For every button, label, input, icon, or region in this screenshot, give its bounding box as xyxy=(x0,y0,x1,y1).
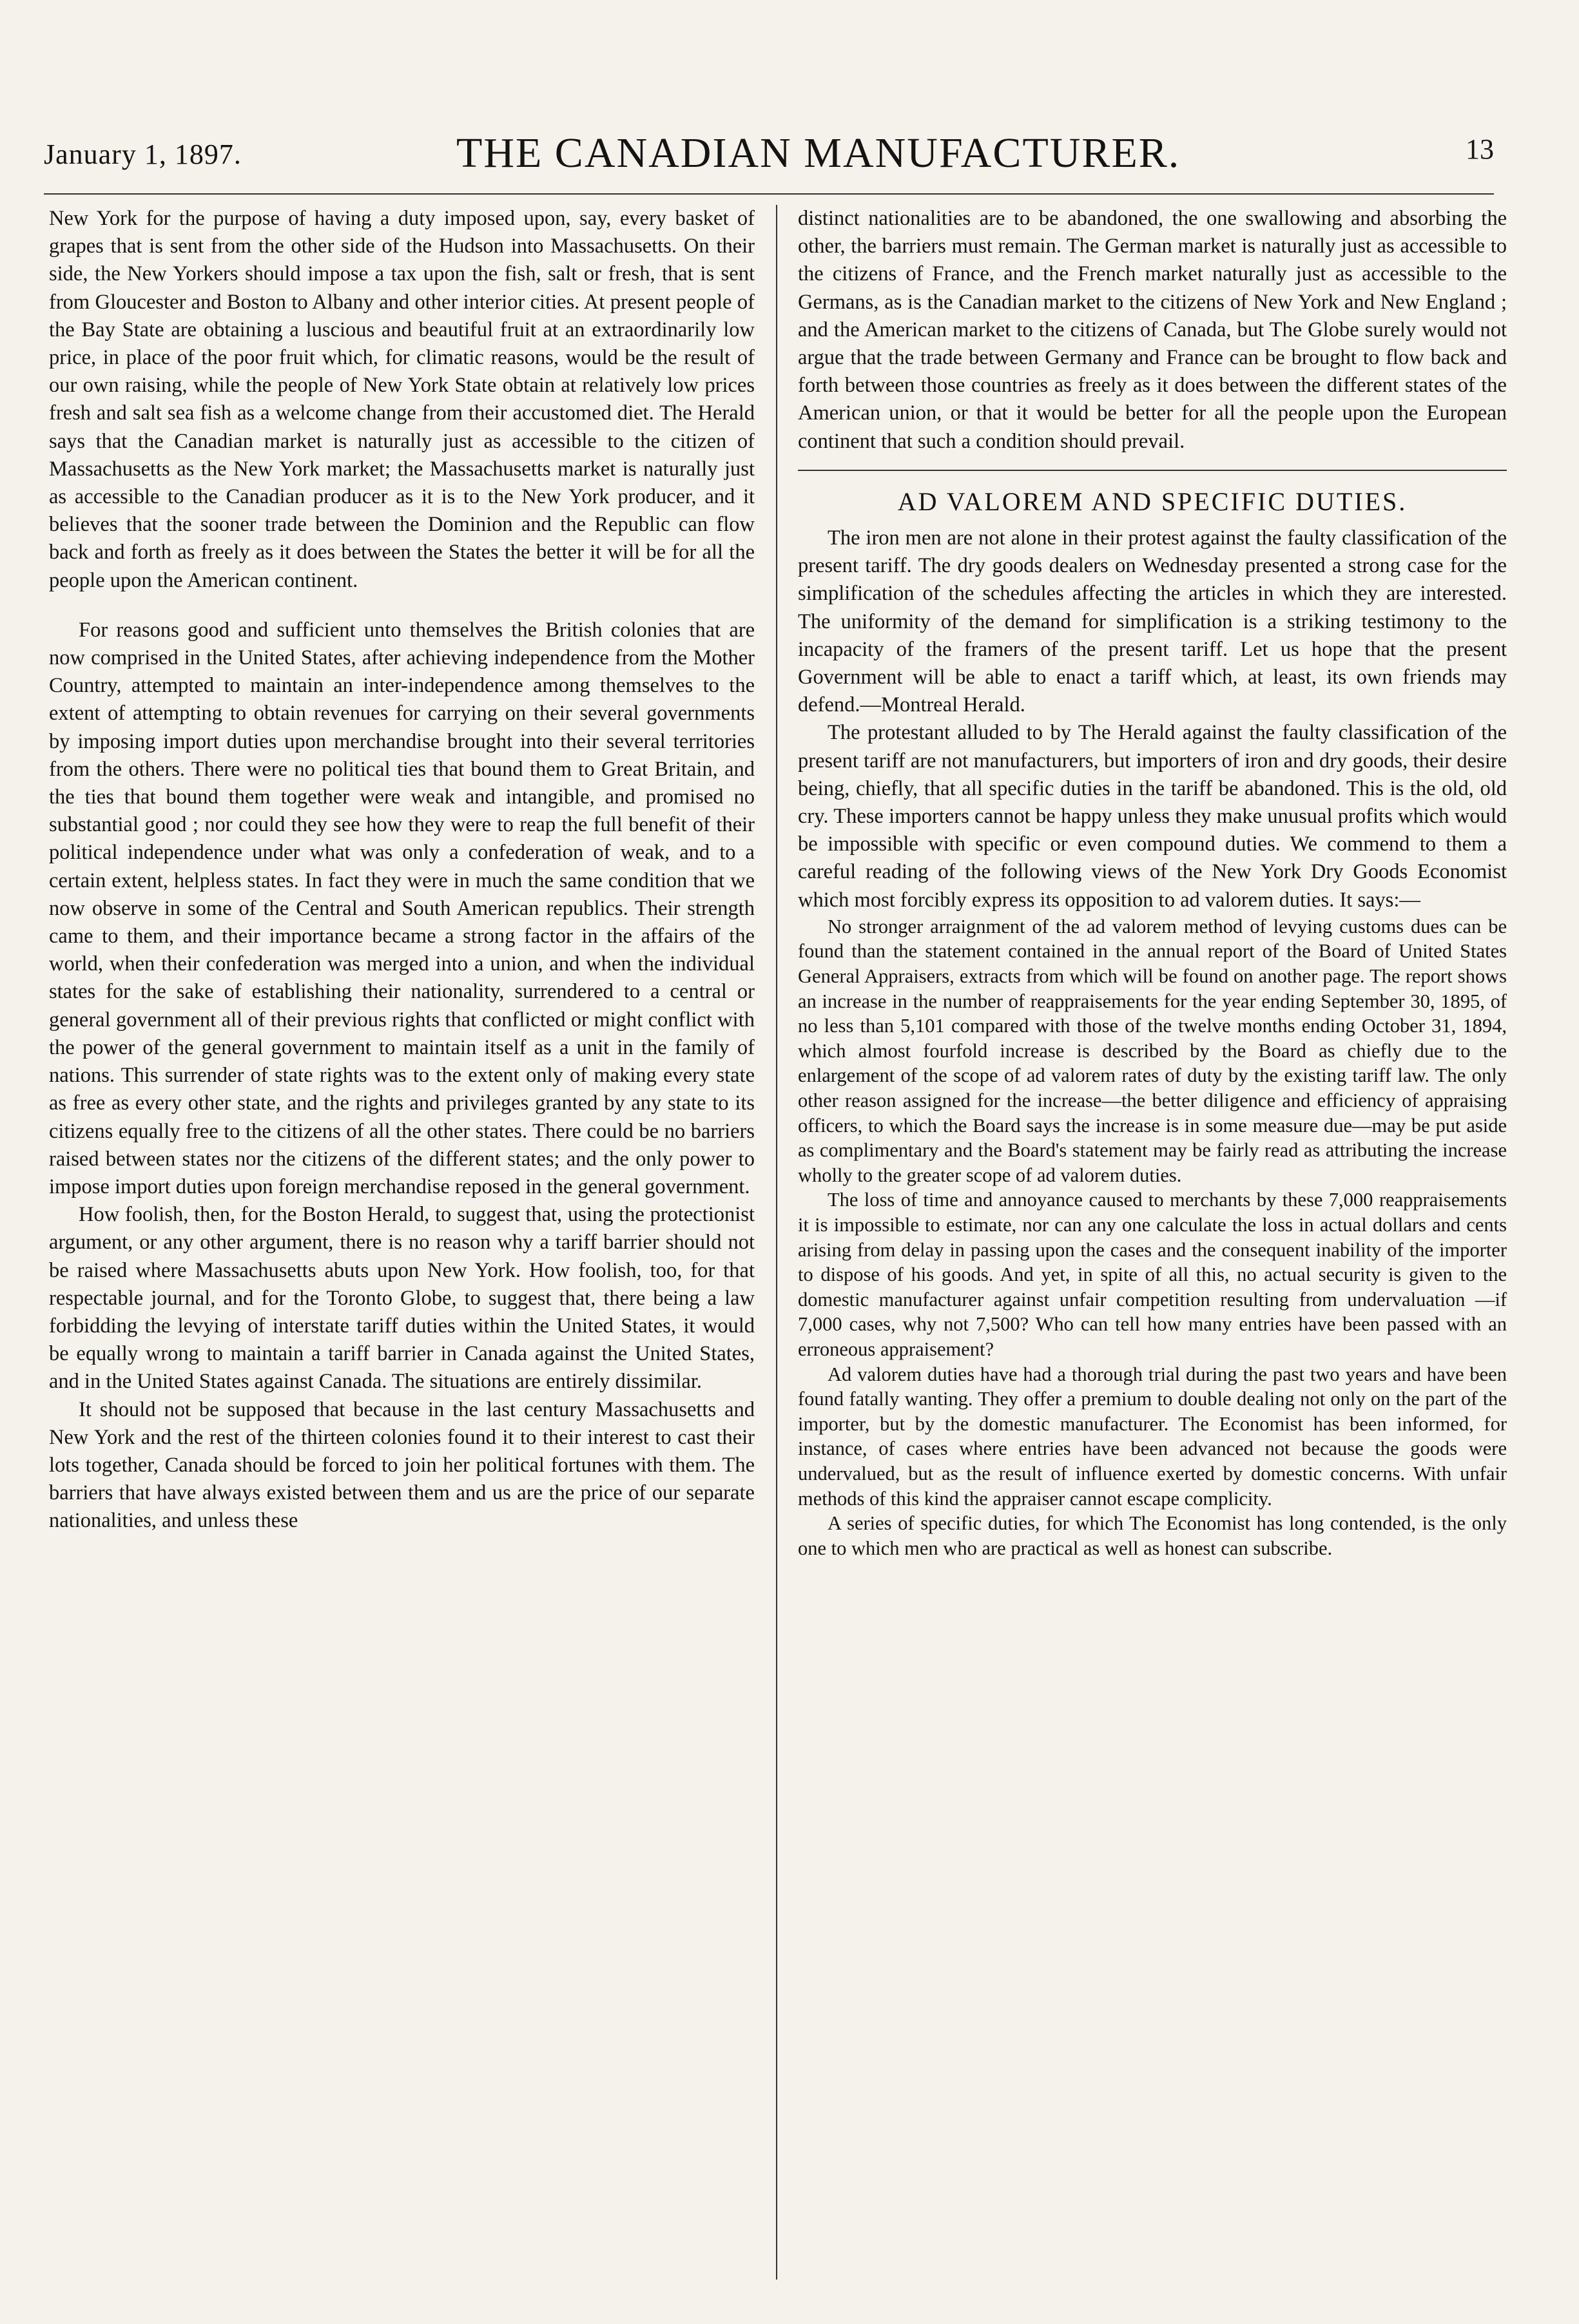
section-title: AD VALOREM AND SPECIFIC DUTIES. xyxy=(897,486,1408,516)
article-paragraph: It should not be supposed that because in the last century Massachusetts and New York and the rest of the thirteen colonies found it to their interest to cast their lots together, Canada should be forced to join her political fortunes with them. The barriers that have always existed between them and us are the price of our separate nationalities, and unless these xyxy=(49,1397,755,1533)
quoted-paragraph: Ad valorem duties have had a thorough trial during the past two years and have been found fatally wanting. They offer a premium to double dealing not only on the part of the importer, but by the domestic manufacturer. The Economist has been informed, for instance, of cases where entries have been advanced not because the goods were undervalued, but as the result of influence exerted by domestic concerns. With unfair methods of this kind the appraiser cannot escape complicity. xyxy=(798,1363,1507,1510)
quoted-paragraph: No stronger arraignment of the ad valorem method of levying customs dues can be found than the statement contained in the annual report of the Board of United States General Appraisers, extracts from which will be found on another page. The report shows an increase in the number of reappraisements for the year ending September 30, 1895, of no less than 5,101 compared with those of the twelve months ending October 31, 1894, which almost fourfold increase is described by the Board as chiefly due to the enlargement of the scope of ad valorem rates of duty by the existing tariff law. The only other reason assigned for the increase—the better diligence and efficiency of appraising officers, to which the Board says the increase is in some measure due—may be put aside as complimentary and the Board's statement may be fairly read as attributing the increase wholly to the greater scope of ad valorem duties. xyxy=(798,915,1507,1186)
left-column xyxy=(49,205,755,1535)
article-paragraph: New York for the purpose of having a duty imposed upon, say, every basket of grapes that is sent from the other side of the Hudson into Massachusetts. On their side, the New Yorkers should impose a tax upon the fish, salt or fresh, that is sent from Gloucester and Boston to Albany and other interior cities. At present people of the Bay State are obtaining a luscious and beautiful fruit at an extraordinarily low price, in place of the poor fruit which, for climatic reasons, would be the result of our own raising, while the people of New York State obtain at relatively low prices fresh and salt sea fish as a welcome change from their accustomed diet. The Herald says that the Canadian market is naturally just as accessible to the citizen of Massachusetts as the New York market; the Massachusetts market is naturally just as accessible to the Canadian producer as it is to the New York producer, and it believes that the sooner trade between the Dominion and the Republic can flow back and forth as freely as it does between the States the better it will be for all the people upon the American continent. xyxy=(49,207,755,592)
page-header xyxy=(44,126,1494,191)
article-paragraph: distinct nationalities are to be abandoned, the one swallowing and absorbing the other, the barriers must remain. The German market is naturally just as accessible to the citizens of France, and the French market naturally just as accessible to the Germans, as is the Canadian market to the citizens of New York and New England ; and the American market to the citizens of Canada, but The Globe surely would not argue that the trade between Germany and France can be brought to flow back and forth between those countries as freely as it does between the different states of the American union, or that it would be better for all the people upon the European continent that such a condition should prevail. xyxy=(798,207,1507,453)
right-column xyxy=(798,205,1507,1561)
publication-title: THE CANADIAN MANUFACTURER. xyxy=(456,130,1181,177)
page-number: 13 xyxy=(1466,133,1494,165)
quoted-paragraph: A series of specific duties, for which The Economist has long contended, is the only one to which men who are practical as well as honest can subscribe. xyxy=(798,1512,1507,1559)
column-divider xyxy=(776,205,777,2280)
section-rule xyxy=(798,470,1507,471)
issue-date: January 1, 1897. xyxy=(44,139,242,170)
article-paragraph: The protestant alluded to by The Herald against the faulty classification of the present tariff are not manufacturers, but importers of iron and dry goods, their desire being, chiefly, that all specific duties in the tariff be abandoned. This is the old, old cry. These importers cannot be happy unless they make unusual profits which would be impossible with specific or even compound duties. We commend to them a careful reading of the following views of the New York Dry Goods Economist which most forcibly express its opposition to ad valorem duties. It says:— xyxy=(798,721,1507,912)
article-paragraph: How foolish, then, for the Boston Herald, to suggest that, using the protectionist argument, or any other argument, there is no reason why a tariff barrier should not be raised where Massachusetts abuts upon New York. How foolish, too, for that respectable journal, and for the Toronto Globe, to suggest that, there being a law forbidding the levying of interstate tariff duties within the United States, it would be equally wrong to maintain a tariff barrier in Canada against the United States, and in the United States against Canada. The situations are entirely dissimilar. xyxy=(49,1203,755,1394)
header-rule xyxy=(44,193,1494,195)
quoted-paragraph: The loss of time and annoyance caused to merchants by these 7,000 reappraisements it is impossible to estimate, nor can any one calculate the loss in actual dollars and cents arising from delay in passing upon the cases and the consequent inability of the importer to dispose of his goods. And yet, in spite of all this, no actual security is given to the domestic manufacturer against unfair competition resulting from undervaluation —if 7,000 cases, why not 7,500? Who can tell how many entries have been passed with an erroneous appraisement? xyxy=(798,1189,1507,1360)
article-paragraph: The iron men are not alone in their protest against the faulty classification of the present tariff. The dry goods dealers on Wednesday presented a strong case for the simplification of the schedules affecting the articles in which they are interested. The uniformity of the demand for simplification is a striking testimony to the incapacity of the framers of the present tariff. Let us hope that the present Government will be able to enact a tariff which, at least, its own friends may defend.—Montreal Herald. xyxy=(798,526,1507,717)
article-paragraph: For reasons good and sufficient unto themselves the British colonies that are now comprised in the United States, after achieving independence from the Mother Country, attempted to maintain an inter-independence among themselves to the extent of attempting to obtain revenues for carrying on their several governments by imposing import duties upon merchandise brought into their several territories from the others. There were no political ties that bound them to Great Britain, and the ties that bound them together were weak and intangible, and promised no substantial good ; nor could they see how they were to reap the full benefit of their political independence under what was only a confederation of weak, and to a certain extent, helpless states. In fact they were in much the same condition that we now observe in some of the Central and South American republics. Their strength came to them, and their importance became a strong factor in the affairs of the world, when their confederation was merged into a union, and when the individual states for the sake of establishing their nationality, surrendered to a central or general government all of their previous rights that conflicted or might conflict with the power of the general government to maintain itself as a unit in the family of nations. This surrender of state rights was to the extent only of making every state as free as every other state, and the rights and privileges granted by any state to its citizens equally free to the citizens of all the other states. There could be no barriers raised between states nor the citizens of the different states; and the only power to impose import duties upon foreign merchandise reposed in the general government. xyxy=(49,618,755,1198)
